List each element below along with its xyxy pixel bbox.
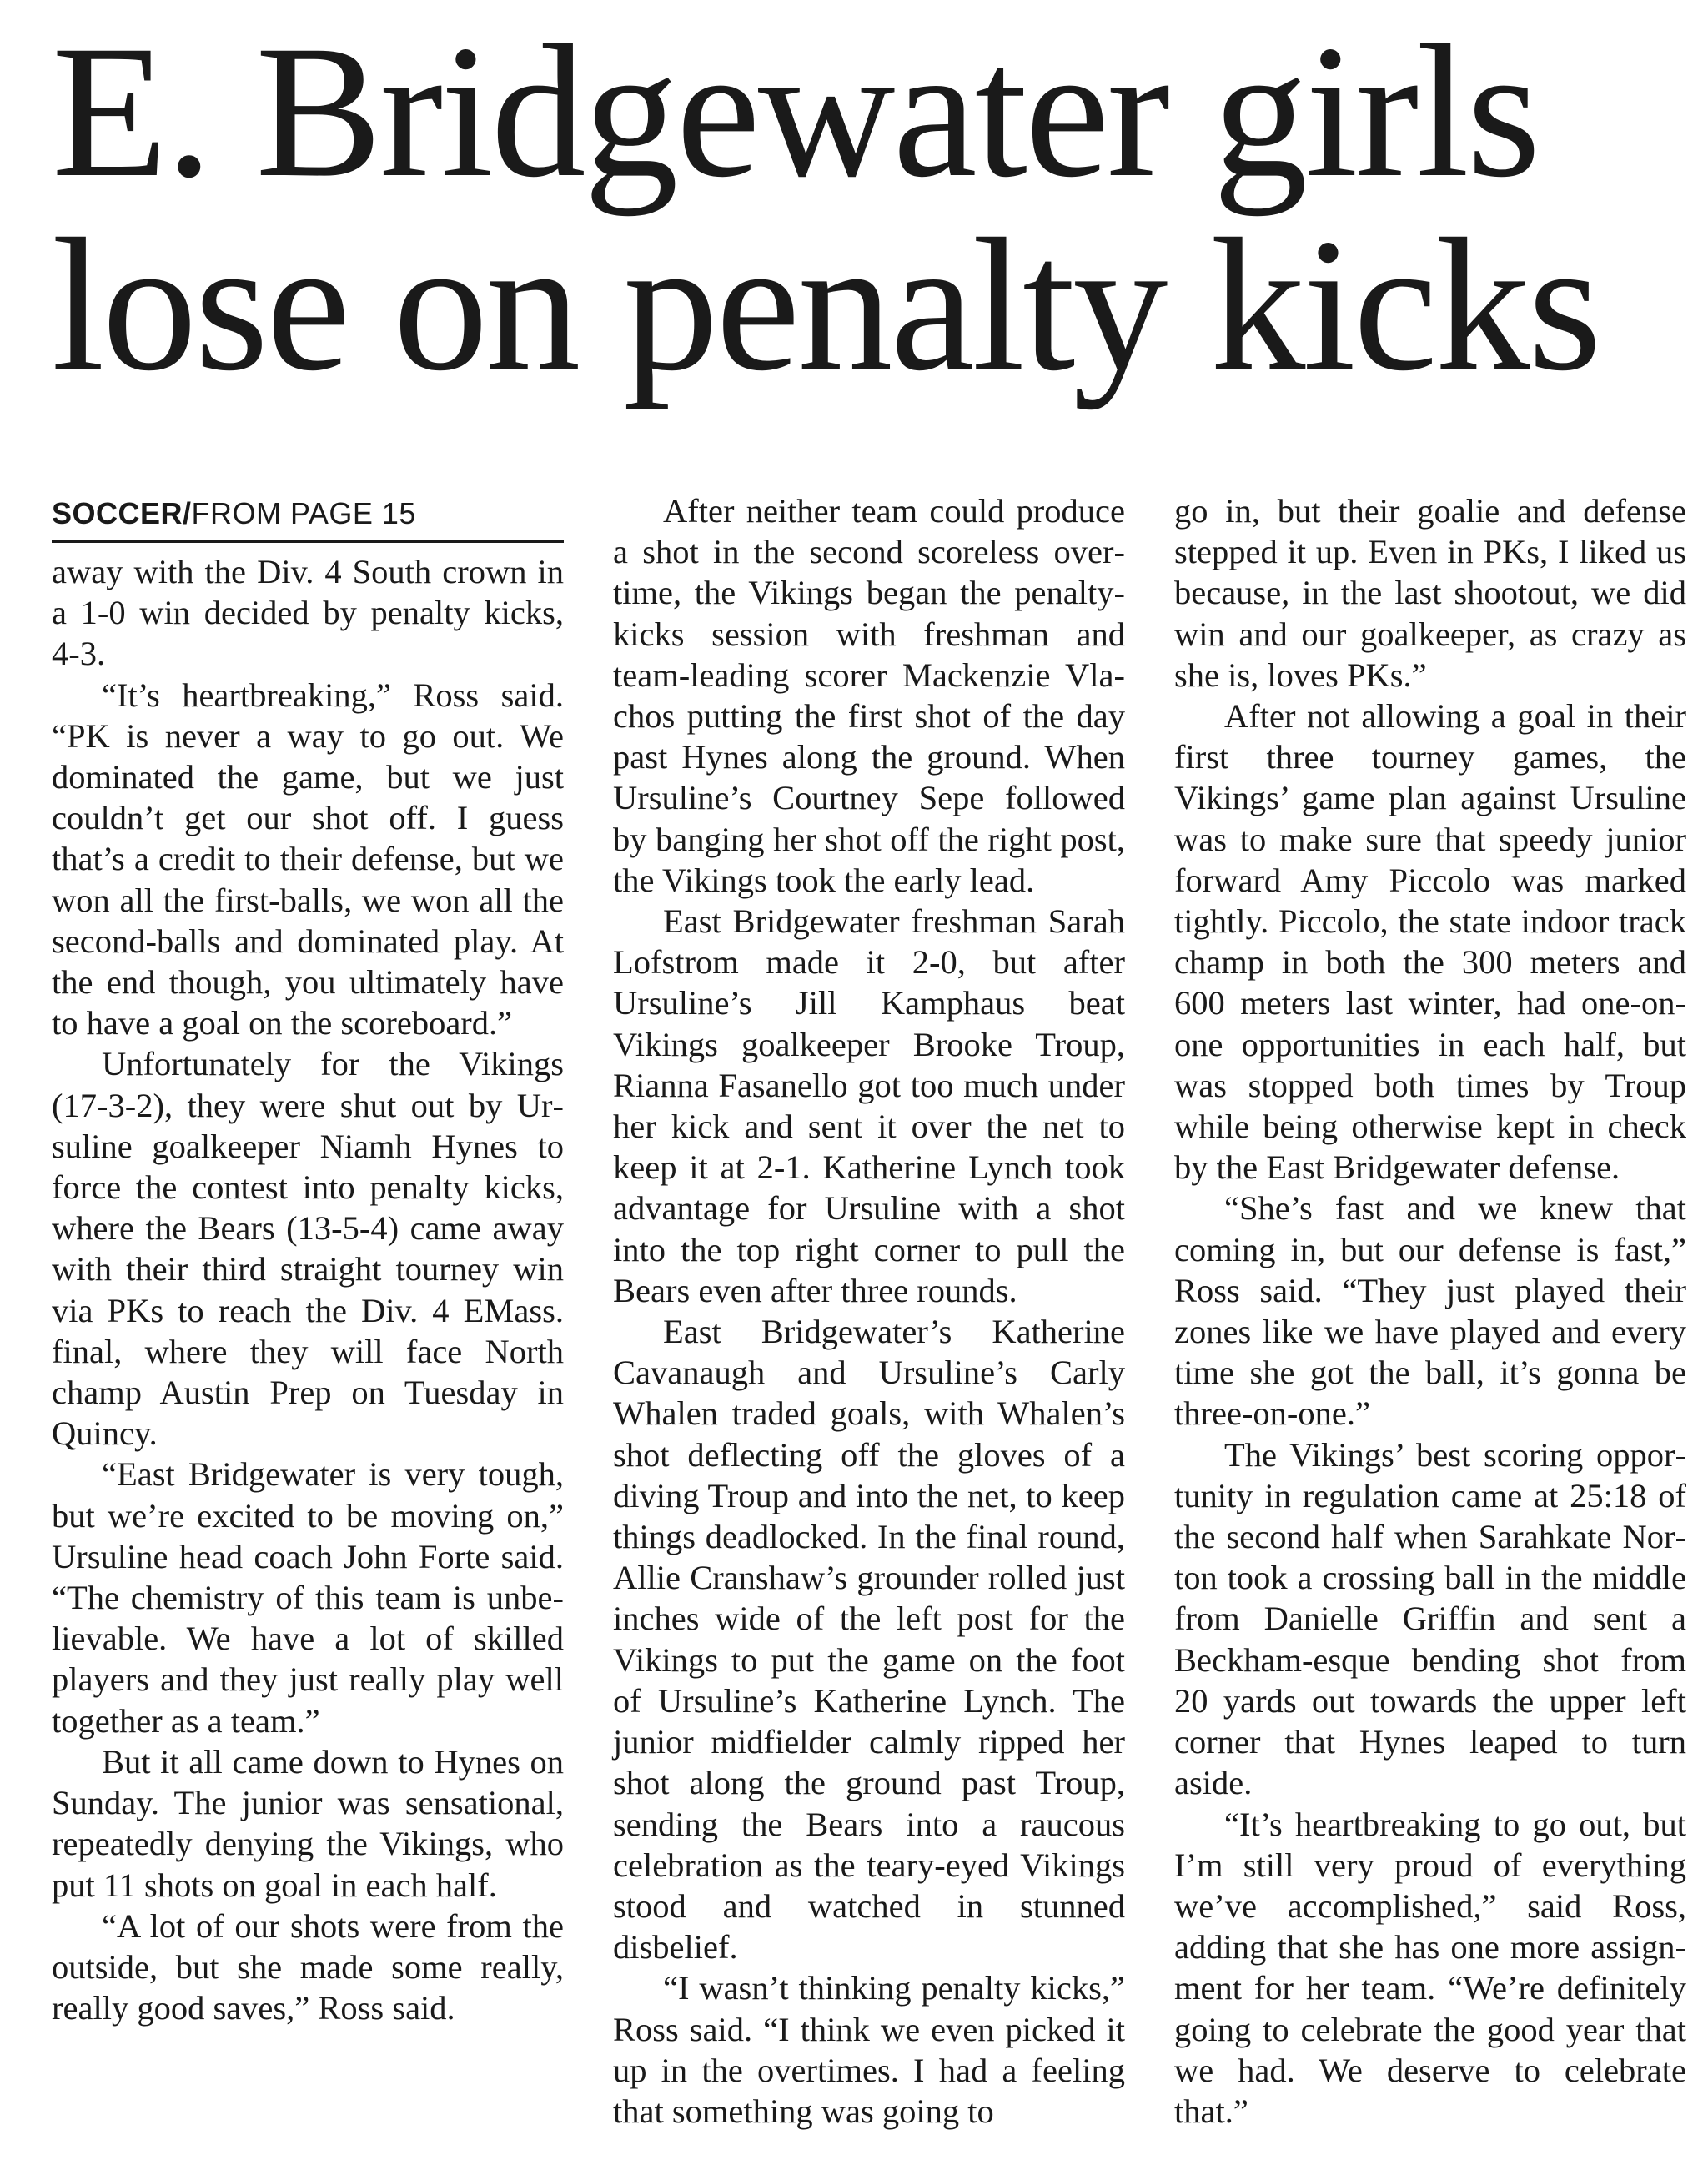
paragraph: “It’s heartbreaking,” Ross said. “PK is never a way to go out. We dominated the game, but we just couldn’t get our shot off. I guess that’s a credit to their defense, but we won all the first-balls, we won all the second-balls and dominated play. At the end though, you ultimately have to have a goal on the scoreboard.”: [52, 676, 564, 1042]
headline-line-1: E. Bridgewater girls: [52, 7, 1539, 217]
paragraph: Unfortunately for the Vikings (17-3-2), they were shut out by Ursuline goalkeeper Niamh Hynes to force the contest into penalty kicks, where the Bears (13-5-4) came away with their third straight tourney win via PKs to reach the Div. 4 EMass. final, where they will face North champ Austin Prep on Tuesday in Quincy.: [52, 1045, 564, 1453]
paragraph: East Bridgewater’s Katherine Cavanaugh and Ursuline’s Carly Whalen traded goals, with Whalen’s shot deflecting off the gloves of a diving Troup and into the net, to keep things deadlocked. In the final round, Allie Cranshaw’s grounder rolled just inches wide of the left post for the Vikings to put the game on the foot of Ursuline’s Katherine Lynch. The junior midfielder calmly ripped her shot along the ground past Troup, sending the Bears into a raucous celebration as the teary-eyed Vikings stood and watched in stunned disbelief.: [613, 1313, 1125, 1967]
paragraph: “She’s fast and we knew that coming in, but our defense is fast,” Ross said. “They just played their zones like we have played and every time she got the ball, it’s gonna be three-on-one.”: [1174, 1189, 1686, 1433]
paragraph: “I wasn’t thinking penalty kicks,” Ross said. “I think we even picked it up in the overtimes. I had a feeling that something was going to: [613, 1969, 1125, 2130]
article-columns: [52, 490, 1686, 2167]
jump-from-label: FROM PAGE 15: [191, 496, 416, 530]
paragraph: “It’s heartbreaking to go out, but I’m still very proud of everything we’ve accomplished,” said Ross, adding that she has one more assignment for her team. “We’re definitely going to celebrate the good year that we had. We deserve to celebrate that.”: [1174, 1805, 1686, 2130]
paragraph: “A lot of our shots were from the outside, but she made some really, really good saves,” Ross said.: [52, 1906, 564, 2027]
column-2: [613, 490, 1125, 2167]
paragraph: go in, but their goalie and defense stepped it up. Even in PKs, I liked us because, in the last shootout, we did win and our goalkeeper, as crazy as she is, loves PKs.”: [1174, 492, 1686, 694]
paragraph: “East Bridgewater is very tough, but we’re excited to be moving on,” Ursuline head coach John Forte said. “The chemistry of this team is unbelievable. We have a lot of skilled players and they just really play well together as a team.”: [52, 1455, 564, 1740]
paragraph: But it all came down to Hynes on Sunday. The junior was sensational, repeatedly denying the Vikings, who put 11 shots on goal in each half.: [52, 1742, 564, 1904]
paragraph: After not allowing a goal in their first three tourney games, the Vikings’ game plan against Ursuline was to make sure that speedy junior forward Amy Piccolo was marked tightly. Piccolo, the state indoor track champ in both the 300 meters and 600 meters last winter, had one-on-one opportunities in each half, but was stopped both times by Troup while being otherwise kept in check by the East Bridgewater defense.: [1174, 697, 1686, 1187]
paragraph: After neither team could produce a shot in the second scoreless overtime, the Vikings began the penalty-kicks session with freshman and team-leading scorer Mackenzie Vlachos putting the first shot of the day past Hynes along the ground. When Ursuline’s Courtney Sepe followed by banging her shot off the right post, the Vikings took the early lead.: [613, 492, 1125, 899]
jump-line: [52, 495, 564, 543]
column-1: [52, 490, 564, 2167]
headline: [52, 7, 1686, 410]
paragraph: The Vikings’ best scoring opportunity in regulation came at 25:18 of the second half when Sarahkate Norton took a crossing ball in the middle from Danielle Griffin and sent a Beckham-esque bending shot from 20 yards out towards the upper left corner that Hynes leaped to turn aside.: [1174, 1435, 1686, 1802]
paragraph: away with the Div. 4 South crown in a 1-0 win decided by penalty kicks, 4-3.: [52, 553, 564, 673]
paragraph: East Bridgewater freshman Sarah Lofstrom made it 2-0, but after Ursuline’s Jill Kamphaus beat Vikings goalkeeper Brooke Troup, Rianna Fasanello got too much under her kick and sent it over the net to keep it at 2-1. Katherine Lynch took advantage for Ursuline with a shot into the top right corner to pull the Bears even after three rounds.: [613, 902, 1125, 1309]
jump-section-label: SOCCER/: [52, 496, 192, 530]
column-3: [1174, 490, 1686, 2167]
headline-line-2: lose on penalty kicks: [52, 200, 1600, 410]
